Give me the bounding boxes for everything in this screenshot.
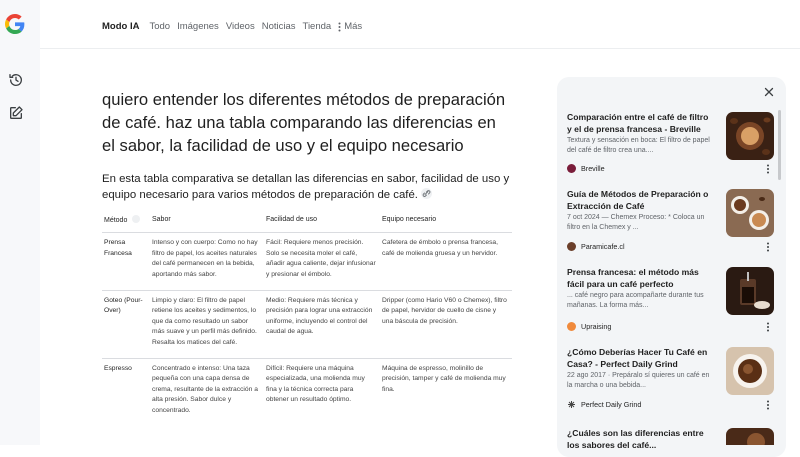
source-site <box>567 400 641 409</box>
history-icon[interactable] <box>8 72 24 88</box>
source-title[interactable]: Guía de Métodos de Preparación o Extracción de Café <box>567 189 709 211</box>
summary-text: En esta tabla comparativa se detallan las diferencias en sabor, facilidad de uso y equipo necesario para varios métodos de preparación de café. <box>102 173 510 201</box>
cell-method: Prensa Francesa <box>102 233 150 291</box>
table-row <box>102 359 512 427</box>
cell-ease: Medio: Requiere más técnica y precisión para lograr una extracción uniforme, incluyendo el control del caudal de agua. <box>264 291 380 359</box>
tab-tienda[interactable]: Tienda <box>302 21 332 32</box>
perfect-daily-grind-favicon-icon <box>567 400 576 409</box>
coffee-mug-image-icon <box>726 347 774 395</box>
header-sabor: Sabor <box>150 213 264 233</box>
link-chip-icon[interactable] <box>421 188 432 199</box>
link-chip-icon[interactable] <box>132 215 140 223</box>
cell-ease: Difícil: Requiere una máquina especializada, una molienda muy fina y la técnica correcta para obtener un resultado óptimo. <box>266 365 365 404</box>
header-metodo-label: Método <box>104 217 128 224</box>
header-facilidad: Facilidad de uso <box>264 213 380 233</box>
tab-modo-ia[interactable]: Modo IA <box>102 21 140 32</box>
more-vert-icon[interactable] <box>766 242 770 252</box>
header-equipo: Equipo necesario <box>380 213 512 233</box>
table-row <box>102 233 512 291</box>
source-snippet: ... café negro para acompañarte durante tus mañanas. La forma más... <box>567 292 704 309</box>
source-site <box>567 322 611 331</box>
cell-equipment: Dripper (como Hario V60 o Chemex), filtro de papel, hervidor de cuello de cisne y una báscula de precisión. <box>380 291 512 359</box>
breville-favicon-icon <box>567 164 576 173</box>
cell-method: Espresso <box>104 365 132 373</box>
source-snippet: 7 oct 2024 — Chemex Proceso: * Coloca un filtro en la Chemex y ... <box>567 214 705 231</box>
new-chat-edit-icon[interactable] <box>8 105 24 121</box>
cell-equipment: Cafetera de émbolo o prensa francesa, café de molienda gruesa y un hervidor. <box>380 233 512 291</box>
left-rail <box>0 0 40 445</box>
panel-scrollbar[interactable] <box>778 110 781 180</box>
cell-flavor: Concentrado e intenso: Una taza pequeña con una capa densa de crema, resultante de la extracción a alta presión. Sabor dulce y concentrado. <box>152 365 258 414</box>
google-logo-icon[interactable] <box>5 14 25 34</box>
coffee-image-icon <box>726 428 774 445</box>
source-thumbnail <box>726 189 774 237</box>
header-divider <box>40 48 800 49</box>
more-vert-icon[interactable] <box>766 400 770 410</box>
source-title[interactable]: ¿Cómo Deberías Hacer Tu Café en Casa? - Perfect Daily Grind <box>567 347 708 369</box>
source-site-name: Perfect Daily Grind <box>581 400 642 409</box>
cell-method: Goteo (Pour-Over) <box>102 291 150 359</box>
cell-flavor: Intenso y con cuerpo: Como no hay filtro de papel, los aceites naturales del café permanecen en la bebida, aportando más sabor. <box>150 233 264 291</box>
table-header-row <box>102 213 512 233</box>
search-mode-tabs <box>102 21 376 32</box>
tab-todo[interactable]: Todo <box>149 21 171 32</box>
source-snippet: Textura y sensación en boca: El filtro de papel del café de filtro crea una.... <box>567 137 710 154</box>
source-title[interactable]: Comparación entre el café de filtro y el de prensa francesa - Breville <box>567 112 709 134</box>
source-thumbnail <box>726 112 774 160</box>
coffee-cups-image-icon <box>726 189 774 237</box>
coffee-beans-image-icon <box>726 112 774 160</box>
more-vert-icon <box>338 22 341 32</box>
table-row <box>102 291 512 359</box>
source-card[interactable] <box>567 428 777 448</box>
source-card[interactable] <box>567 112 777 182</box>
source-title[interactable]: ¿Cuáles son las diferencias entre los sabores del café... <box>567 428 704 450</box>
source-card[interactable] <box>567 347 777 417</box>
source-thumbnail <box>726 267 774 315</box>
tab-videos[interactable]: Videos <box>225 21 255 32</box>
header-metodo <box>102 213 150 233</box>
source-site <box>567 164 605 173</box>
source-card[interactable] <box>567 189 777 259</box>
source-thumbnail <box>726 347 774 395</box>
source-site-name: Paramicafe.cl <box>581 242 625 251</box>
source-title[interactable]: Prensa francesa: el método más fácil para un café perfecto <box>567 267 699 289</box>
source-thumbnail <box>726 428 774 445</box>
close-icon[interactable] <box>763 86 775 98</box>
tab-imagenes[interactable]: Imágenes <box>177 21 219 32</box>
user-query: quiero entender los diferentes métodos de preparación de café. haz una tabla comparando las diferencias en el sabor, la facilidad de uso y el equipo necesario <box>102 90 506 155</box>
paramicafe-favicon-icon <box>567 242 576 251</box>
tab-noticias[interactable]: Noticias <box>261 21 296 32</box>
comparison-table <box>102 213 512 426</box>
cell-flavor: Limpio y claro: El filtro de papel retiene los aceites y sedimentos, lo que da como resultado un sabor más suave y un perfil más definido. Resalta los matices del café. <box>150 291 264 359</box>
source-site-name: Breville <box>581 164 605 173</box>
source-site <box>567 242 625 251</box>
cell-ease: Fácil: Requiere menos precisión. Solo se necesita moler el café, añadir agua caliente, dejar infusionar y presionar el émbolo. <box>264 233 380 291</box>
tab-more[interactable] <box>338 21 369 32</box>
tab-more-label: Más <box>344 21 363 32</box>
more-vert-icon[interactable] <box>766 164 770 174</box>
source-site-name: Upraising <box>581 322 612 331</box>
source-snippet: 22 ago 2017 · Prepáralo sí quieres un café en la marcha o una bebida... <box>567 372 710 389</box>
source-card[interactable] <box>567 267 777 337</box>
cell-equipment: Máquina de espresso, molinillo de precisión, tamper y café de molienda muy fina. <box>382 365 506 393</box>
french-press-image-icon <box>726 267 774 315</box>
answer-summary <box>102 171 512 203</box>
upraising-favicon-icon <box>567 322 576 331</box>
more-vert-icon[interactable] <box>766 322 770 332</box>
